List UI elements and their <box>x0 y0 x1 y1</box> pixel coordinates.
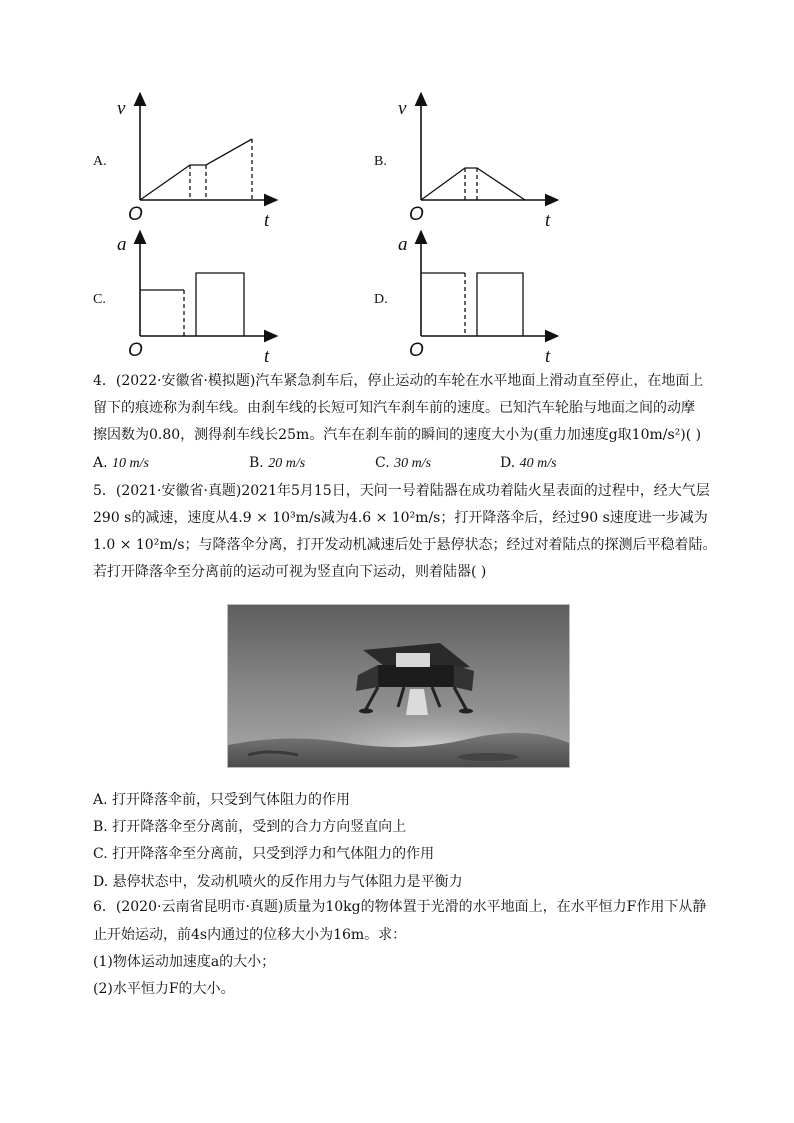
q5-option-a[interactable]: A. 打开降落伞前，只受到气体阻力的作用 <box>93 792 351 808</box>
acceleration-segment <box>196 273 244 336</box>
q6-line-1: 6．(2020·云南省昆明市·真题)质量为10kg的物体置于光滑的水平地面上，在水平恒力F作用下从静 <box>93 899 707 915</box>
origin-label: O <box>128 340 143 361</box>
origin-label: O <box>409 204 424 225</box>
q4-choice-d[interactable] <box>500 455 557 472</box>
graph-c-acceleration-time <box>112 230 282 370</box>
q5-option-c[interactable]: C. 打开降落伞至分离前，只受到浮力和气体阻力的作用 <box>93 846 435 862</box>
graph-b-velocity-time <box>393 92 563 232</box>
q5-line-2: 290 s的减速，速度从4.9 × 10³m/s减为4.6 × 10²m/s；打开降落伞后，经过90 s速度进一步减为 <box>93 510 708 526</box>
q5-option-d[interactable]: D. 悬停状态中，发动机喷火的反作用力与气体阻力是平衡力 <box>93 874 463 890</box>
choice-value: 30 m/s <box>394 456 432 471</box>
q6-line-2: 止开始运动，前4s内通过的位移大小为16m。求： <box>93 927 407 943</box>
y-axis-label: v <box>117 98 126 119</box>
mars-lander-photo <box>227 604 570 768</box>
choice-label: C. <box>375 455 390 471</box>
velocity-curve <box>140 139 252 200</box>
q4-choice-c[interactable] <box>375 455 431 472</box>
choice-value: 20 m/s <box>268 456 306 471</box>
choice-value: 10 m/s <box>112 456 149 471</box>
choice-label: D. <box>500 455 516 471</box>
x-axis-label: t <box>264 346 270 367</box>
origin-label: O <box>128 204 143 225</box>
y-axis-label: v <box>398 98 407 119</box>
option-c-label: C. <box>93 292 106 307</box>
graph-d-acceleration-time <box>393 230 563 370</box>
option-d-label: D. <box>374 292 388 307</box>
origin-label: O <box>409 340 424 361</box>
y-axis-label: a <box>398 234 408 255</box>
q4-line-2: 留下的痕迹称为刹车线。由刹车线的长短可知汽车刹车前的速度。已知汽车轮胎与地面之间的动摩 <box>93 400 695 416</box>
x-axis-label: t <box>264 210 270 231</box>
option-a-label: A. <box>93 154 107 169</box>
q4-line-3: 擦因数为0.80，测得刹车线长25m。汽车在刹车前的瞬间的速度大小为(重力加速度g取10m/s²)( ) <box>93 427 702 443</box>
q6-line-4: (2)水平恒力F的大小。 <box>93 981 235 997</box>
choice-label: A. <box>93 455 108 471</box>
x-axis-label: t <box>545 210 551 231</box>
x-axis-label: t <box>545 346 551 367</box>
choice-value: 40 m/s <box>519 456 557 471</box>
q5-option-b[interactable]: B. 打开降落伞至分离前，受到的合力方向竖直向上 <box>93 819 407 835</box>
graph-a-velocity-time <box>112 92 282 232</box>
q5-line-4: 若打开降落伞至分离前的运动可视为竖直向下运动，则着陆器( ) <box>93 564 487 580</box>
q4-line-1: 4．(2022·安徽省·模拟题)汽车紧急刹车后，停止运动的车轮在水平地面上滑动直至停止，在地面上 <box>93 373 704 389</box>
y-axis-label: a <box>117 234 127 255</box>
q5-line-1: 5．(2021·安徽省·真题)2021年5月15日，天问一号着陆器在成功着陆火星表面的过程中，经大气层 <box>93 483 710 499</box>
q4-choice-b[interactable] <box>249 455 305 472</box>
option-b-label: B. <box>374 154 387 169</box>
q4-choice-a[interactable] <box>93 455 149 472</box>
q6-line-3: (1)物体运动加速度a的大小； <box>93 954 276 970</box>
q5-line-3: 1.0 × 10²m/s；与降落伞分离，打开发动机减速后处于悬停状态；经过对着陆点的探测后平稳着陆。 <box>93 537 717 553</box>
velocity-curve <box>421 168 525 200</box>
acceleration-segment <box>477 273 523 336</box>
choice-label: B. <box>249 455 264 471</box>
